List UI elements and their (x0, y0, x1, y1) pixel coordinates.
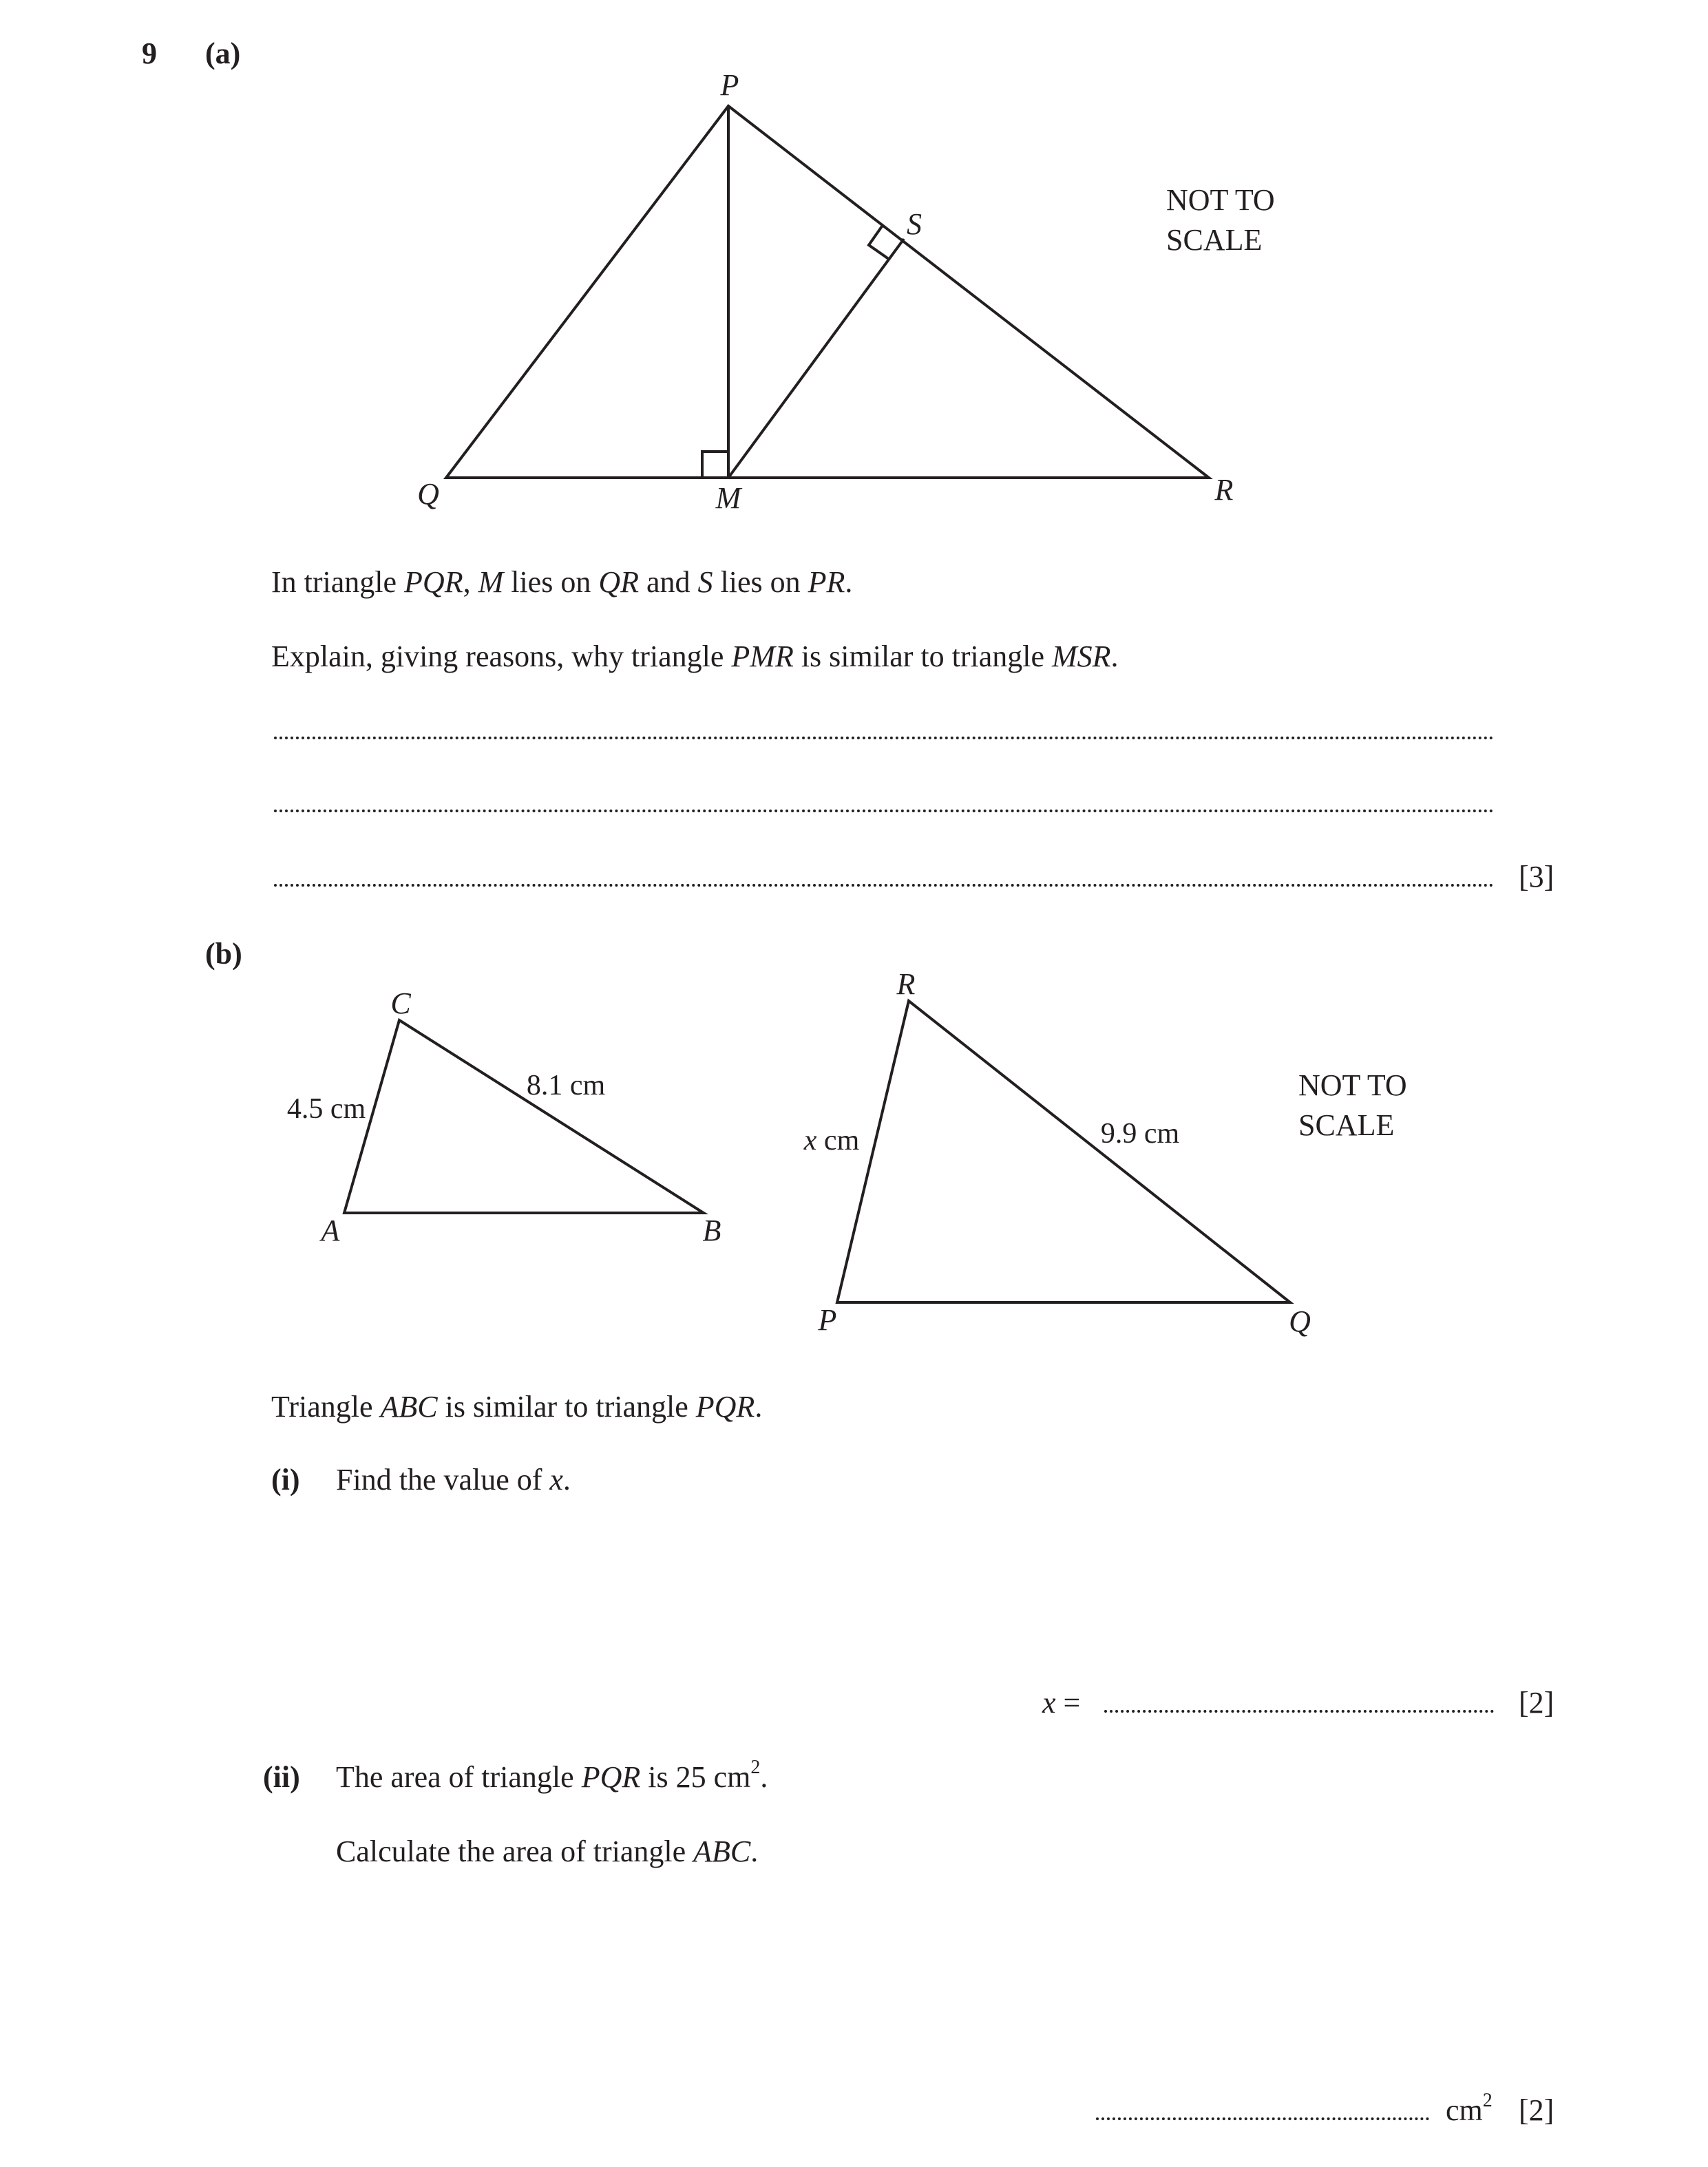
text: lies on (503, 565, 599, 599)
part-i-label: (i) (271, 1463, 300, 1497)
part-ii-label: (ii) (263, 1760, 300, 1794)
vertex-label-p: P (720, 68, 739, 102)
text: Triangle (271, 1390, 381, 1424)
answer-line-x[interactable] (1104, 1710, 1494, 1713)
not-to-scale-note-b (1298, 1066, 1407, 1145)
question-number: 9 (142, 36, 157, 70)
part-ii-question (336, 1757, 768, 1794)
var-pqr: PQR (695, 1390, 755, 1424)
area-unit (1446, 2090, 1493, 2127)
vertex-label-m: M (715, 481, 741, 515)
var-s: S (697, 565, 713, 599)
not-to-scale-line2: SCALE (1166, 223, 1263, 257)
text: and (639, 565, 698, 599)
side-pr-length (803, 1125, 860, 1156)
var-qr: QR (598, 565, 639, 599)
text: . (760, 1760, 768, 1794)
var-pqr: PQR (404, 565, 463, 599)
vertex-label-a: A (321, 1214, 340, 1247)
not-to-scale-line2: SCALE (1298, 1108, 1395, 1142)
vertex-label-p-b: P (818, 1303, 837, 1337)
side-ac-length: 4.5 cm (286, 1093, 366, 1125)
unit-cm: cm (1446, 2093, 1483, 2127)
answer-label-x (1042, 1688, 1080, 1718)
var-x: x (549, 1463, 563, 1497)
text: . (562, 1463, 571, 1497)
vertex-label-r-b: R (896, 967, 916, 1001)
text: . (845, 565, 853, 599)
text: is 25 cm (640, 1760, 751, 1794)
unit-cm: cm (816, 1125, 860, 1156)
text: . (750, 1835, 759, 1868)
triangle-pqr-small-outline (837, 1001, 1290, 1302)
part-b-statement (271, 1392, 762, 1422)
var-x: x (803, 1125, 817, 1156)
text: The area of triangle (336, 1760, 582, 1794)
var-abc: ABC (693, 1835, 751, 1868)
side-cb-length: 8.1 cm (526, 1070, 606, 1101)
part-a-label: (a) (205, 36, 241, 70)
var-pqr: PQR (581, 1760, 641, 1794)
vertex-label-s: S (907, 207, 922, 241)
text: , (463, 565, 478, 599)
side-rq-length: 9.9 cm (1100, 1118, 1180, 1150)
part-a-marks: [3] (1519, 860, 1554, 894)
text: . (1110, 639, 1119, 673)
text: is similar to triangle (437, 1390, 696, 1424)
vertex-label-c: C (390, 986, 411, 1020)
part-i-question (336, 1465, 571, 1495)
superscript: 2 (1482, 2090, 1493, 2111)
var-x: x (1042, 1686, 1056, 1720)
var-abc: ABC (380, 1390, 438, 1424)
var-pr: PR (808, 565, 845, 599)
text: is similar to triangle (793, 639, 1052, 673)
superscript: 2 (750, 1757, 761, 1778)
vertex-label-q-b: Q (1289, 1304, 1311, 1338)
text: In triangle (271, 565, 405, 599)
not-to-scale-line1: NOT TO (1166, 183, 1275, 217)
answer-line-area[interactable] (1096, 2117, 1429, 2120)
vertex-label-r: R (1214, 473, 1234, 507)
triangle-abc-outline (344, 1020, 704, 1213)
var-msr: MSR (1052, 639, 1111, 673)
equals: = (1055, 1686, 1081, 1720)
part-b-label: (b) (205, 937, 242, 971)
part-ii-instruction (336, 1837, 758, 1867)
text: Find the value of (336, 1463, 550, 1497)
var-m: M (478, 565, 504, 599)
not-to-scale-line1: NOT TO (1298, 1068, 1407, 1102)
vertex-label-b: B (702, 1214, 721, 1247)
vertex-label-q: Q (417, 477, 439, 511)
text: Calculate the area of triangle (336, 1835, 694, 1868)
text: Explain, giving reasons, why triangle (271, 639, 732, 673)
text: . (755, 1390, 763, 1424)
text: lies on (713, 565, 808, 599)
part-i-marks: [2] (1519, 1686, 1554, 1720)
var-pmr: PMR (731, 639, 794, 673)
part-ii-marks: [2] (1519, 2093, 1554, 2127)
